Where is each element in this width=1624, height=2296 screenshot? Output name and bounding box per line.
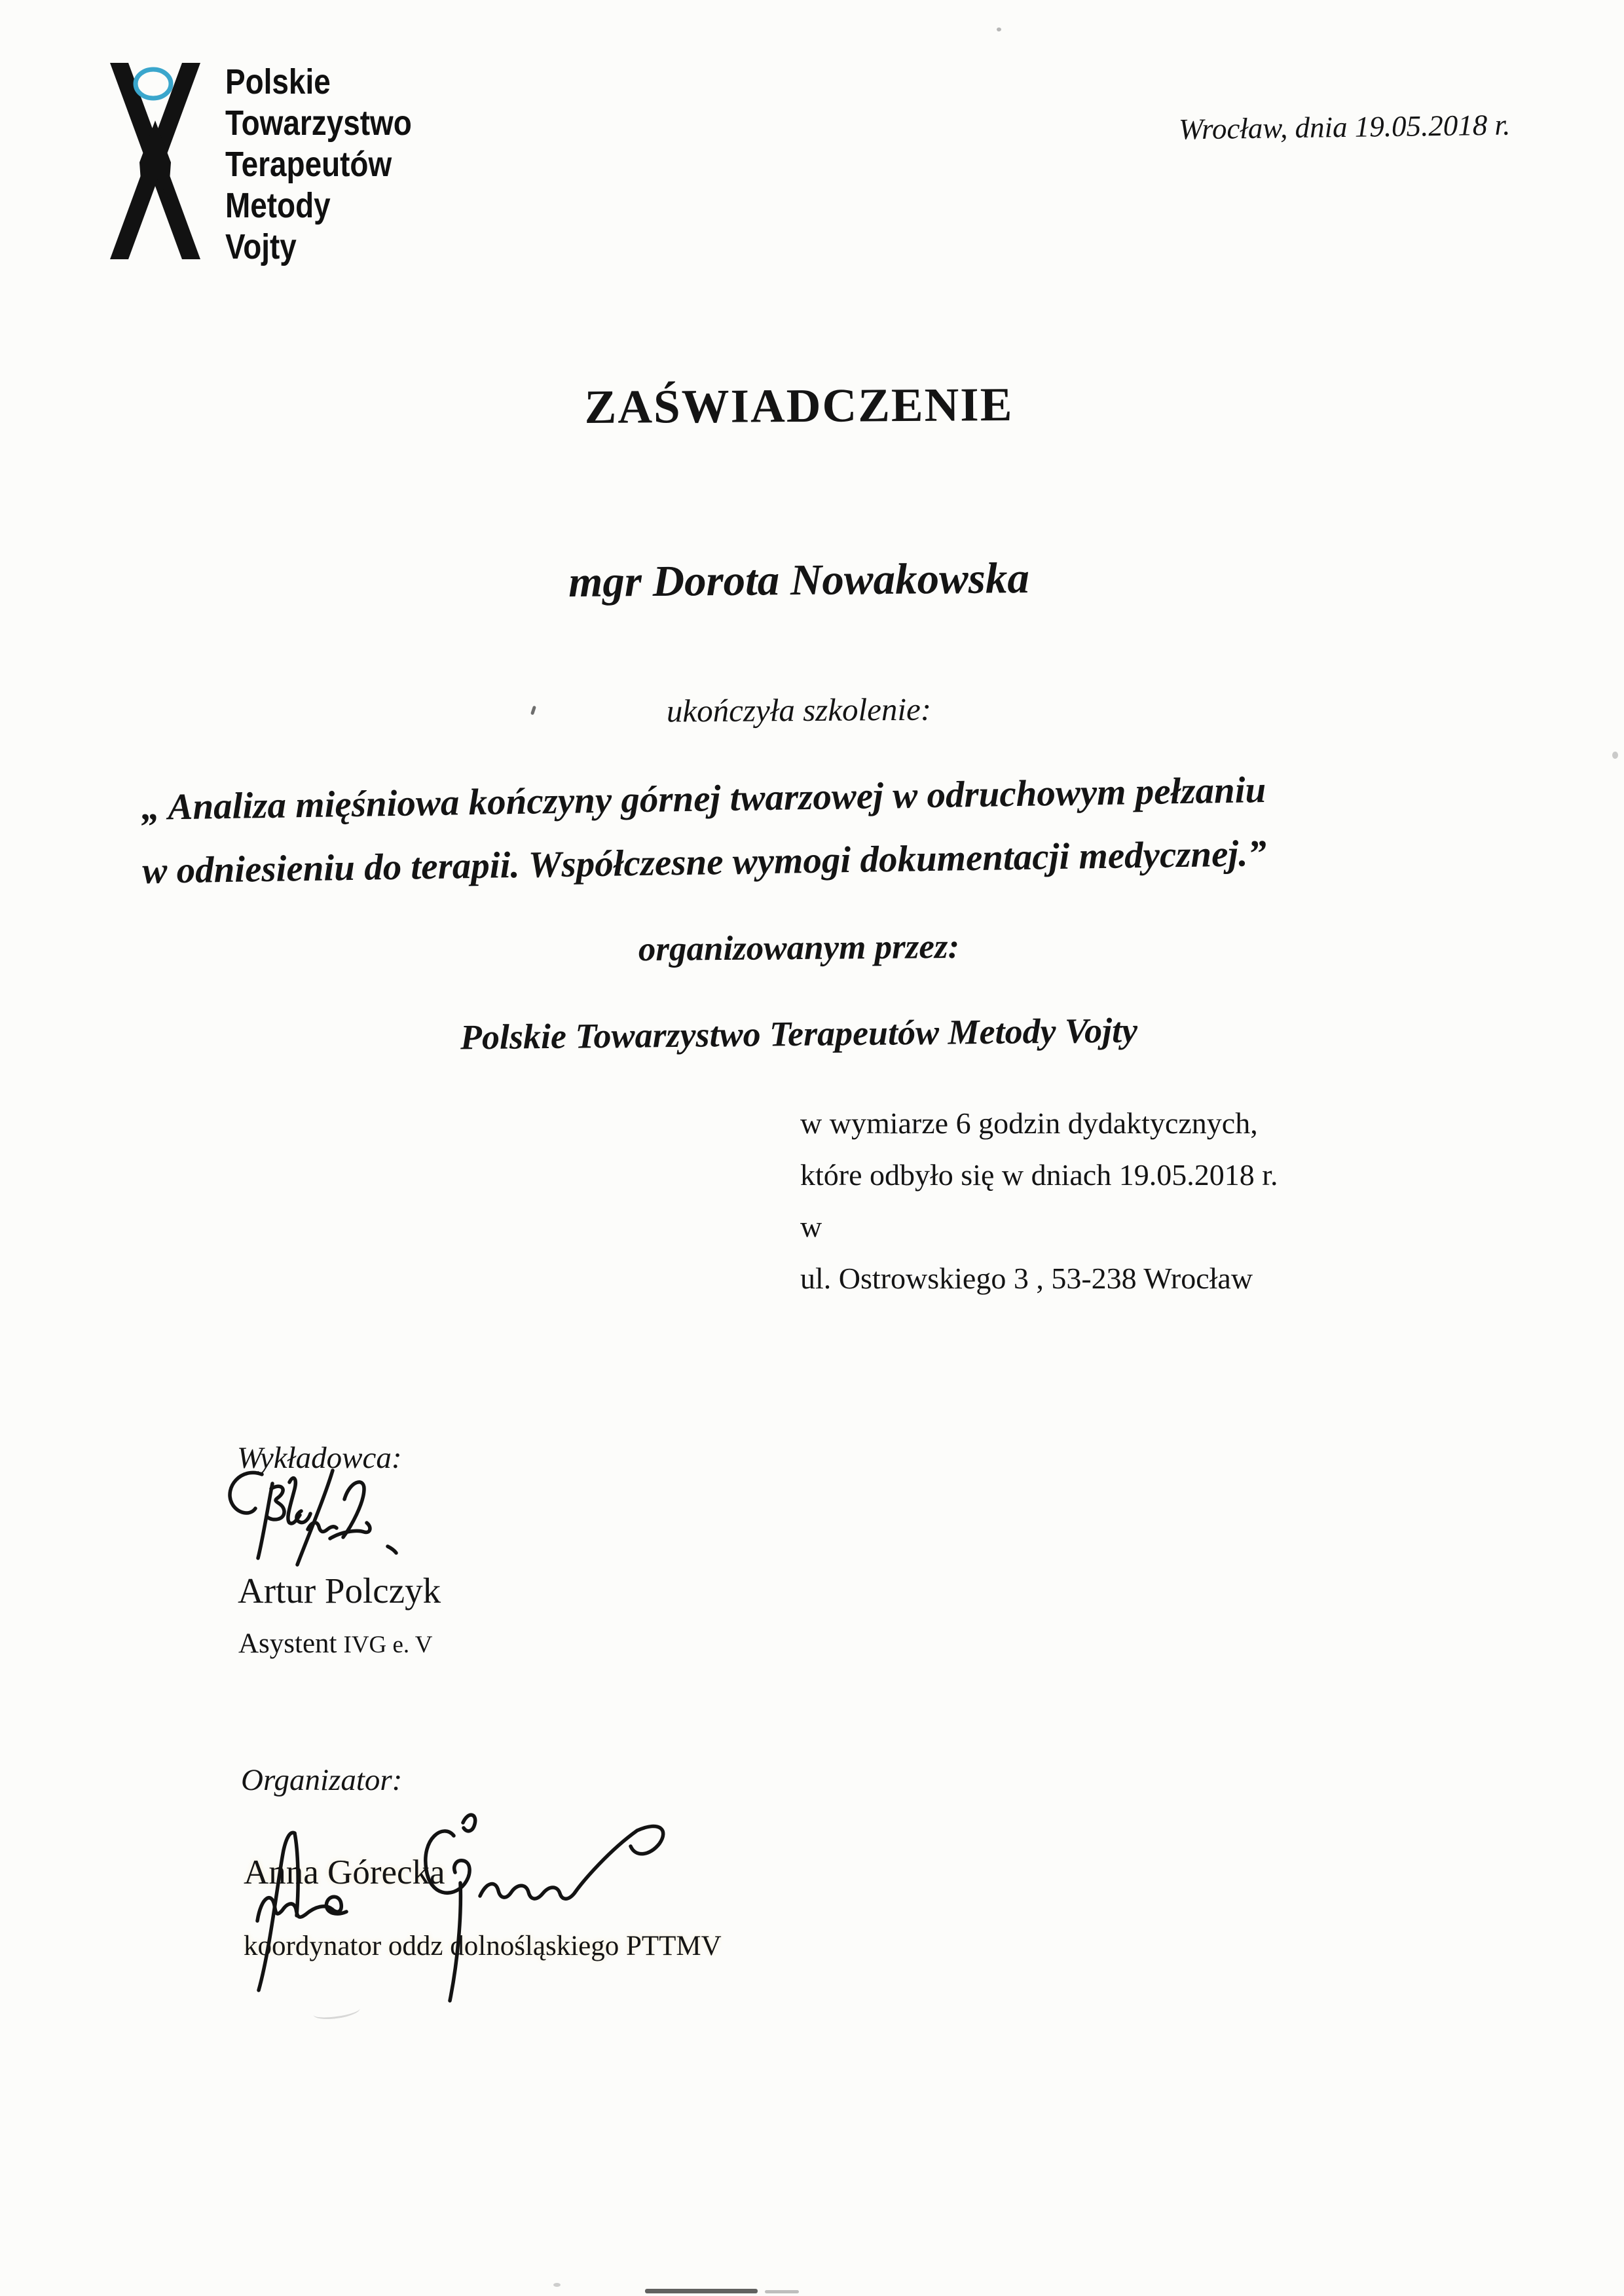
organizing-body-name: Polskie Towarzystwo Terapeutów Metody Vojty	[460, 1010, 1138, 1057]
logo-line: Terapeutów	[225, 145, 392, 184]
organizer-role: koordynator oddz dolnośląskiego PTTMV	[244, 1931, 722, 1961]
scan-edge-mark	[645, 2289, 758, 2293]
organized-by-label: organizowanym przez:	[638, 927, 960, 969]
lecturer-signature	[216, 1465, 413, 1576]
scan-edge-mark	[765, 2290, 799, 2293]
logo-line: Polskie	[225, 62, 331, 101]
organizer-name: Anna Górecka	[244, 1853, 445, 1891]
logo-line: Metody	[225, 186, 331, 225]
logo-line: Vojty	[225, 227, 297, 266]
lecturer-title-main: Asystent	[238, 1628, 337, 1659]
course-title-line1: „ Analiza mięśniowa kończyny górnej twarzowej w odruchowym pełzaniu	[141, 769, 1266, 828]
scan-speck	[997, 27, 1001, 31]
organizer-signature	[213, 1804, 697, 2014]
completion-line: ukończyła szkolenie:	[666, 691, 932, 729]
logo-line: Towarzystwo	[225, 103, 412, 143]
course-details	[800, 1097, 1278, 1304]
dates-line: które odbyło się w dniach 19.05.2018 r.	[800, 1158, 1278, 1192]
lecturer-label: Wykładowca:	[237, 1441, 402, 1475]
place-and-date: Wrocław, dnia 19.05.2018 r.	[1178, 108, 1511, 146]
scan-speck	[1612, 752, 1618, 759]
certificate-title: ZAŚWIADCZENIE	[584, 378, 1014, 433]
hours-line: w wymiarze 6 godzin dydaktycznych,	[800, 1106, 1258, 1140]
organizer-label: Organizator:	[241, 1763, 403, 1797]
pttmv-logo-icon	[103, 63, 207, 259]
lecturer-title-suffix: IVG e. V	[343, 1631, 433, 1658]
scan-speck	[553, 2283, 561, 2287]
logo-wordmark	[225, 62, 412, 268]
lecturer-name: Artur Polczyk	[238, 1571, 441, 1611]
lecturer-title	[238, 1628, 433, 1660]
logo-head-circle	[136, 69, 171, 98]
location-preposition: w	[800, 1210, 822, 1243]
recipient-name: mgr Dorota Nowakowska	[568, 553, 1030, 607]
course-title-line2: w odniesieniu do terapii. Współczesne wymogi dokumentacji medycznej.”	[141, 833, 1267, 892]
course-title	[141, 755, 1492, 903]
address-line: ul. Ostrowskiego 3 , 53-238 Wrocław	[800, 1262, 1253, 1295]
